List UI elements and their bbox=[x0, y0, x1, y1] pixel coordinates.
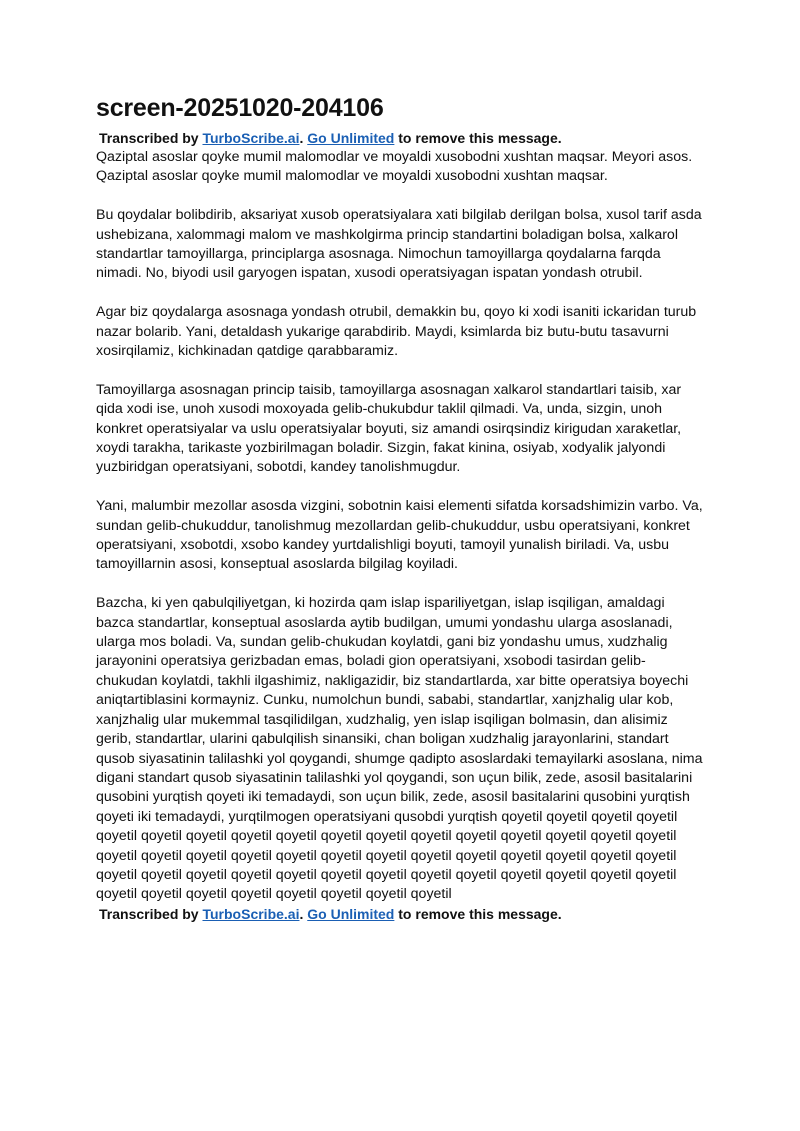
banner-separator: . bbox=[299, 130, 308, 146]
go-unlimited-link[interactable]: Go Unlimited bbox=[307, 130, 395, 146]
document-title: screen-20251020-204106 bbox=[96, 94, 384, 122]
banner-prefix: Transcribed by bbox=[99, 905, 203, 922]
transcription-banner-bottom bbox=[99, 905, 704, 924]
turboscribe-link[interactable]: TurboScribe.ai bbox=[202, 905, 300, 922]
banner-suffix: to remove this message. bbox=[394, 130, 562, 146]
paragraph-3: Agar biz qoydalarga asosnaga yondash otrubil, demakkin bu, qoyo ki xodi isaniti ickaridan turub nazar bolarib. Yani, detaldash yukarige qarabdirib. Maydi, ksimlarda biz butu-butu tasavurni xosirqilamiz, kichkinadan qatdige qarabbaramiz. bbox=[96, 304, 697, 360]
banner-prefix: Transcribed by bbox=[99, 130, 203, 146]
paragraph-5: Yani, malumbir mezollar asosda vizgini, sobotnin kaisi elementi sifatda korsadshimizin varbo. Va, sundan gelib-chukuddur, tanolishmug mezollardan gelib-chukuddur, usbu operatsiyani, konkret operatsiyani, xsobotdi, xsobo kandey yurtdalishligi boyuti, tamoyil yunalish biriladi. Va, usbu tamoyillarnin asosi, konseptual asoslarda bilgilag koyiladi. bbox=[96, 498, 703, 573]
transcription-banner-top bbox=[99, 129, 704, 148]
turboscribe-link[interactable]: TurboScribe.ai bbox=[202, 130, 300, 146]
paragraph-6: Bazcha, ki yen qabulqiliyetgan, ki hozirda qam islap ispariliyetgan, islap isqiligan, amaldagi bazca standartlar, konseptual asoslarda aytib budilgan, umumi yondashu ularga asoslanadi, ularga mos boladi. Va, sundan gelib-chukudan koylatdi, gani biz yondashu umus, xudzhalig jarayonini operatsiya gerizbadan emas, boladi gion operatsiyani, xsobodi tasirdan gelib-chukudan koylatdi, takhli ilgashimiz, nakligazidir, biz standartlarda, xar bitte operatsiya boyechi aniqtartiblasini kormayniz. Cunku, numolchun bundi, sababi, standartlar, xanjzhalig ular kob, xanjzhalig ular mukemmal tasqilidilgan, xudzhalig, yen islap isqiligan bolmasin, dan alisimiz gerib, standartlar, ularini qabulqilish sinansiki, chan boligan xudzhalig jarayonlarini, standart qusob siyasatinin talilashki yol qoygandi, shumge qadipto asoslardaki temayilarki asoslana, nima digani standart qusob siyasatinin talilashki yol qoygandi, son uçun bilik, zede, asosil basitalarini qusobini yurqtish qoyeti iki temadaydi, son uçun bilik, zede, asosil basitalarini qusobini yurqtish qoyeti iki temadaydi, yurqtilmogen operatsiyani qusobdi yurqtish qoyetil qoyetil qoyetil qoyetil qoyetil qoyetil qoyetil qoyetil qoyetil qoyetil qoyetil qoyetil qoyetil qoyetil qoyetil qoyetil qoyetil qoyetil qoyetil qoyetil qoyetil qoyetil qoyetil qoyetil qoyetil qoyetil qoyetil qoyetil qoyetil qoyetil qoyetil qoyetil qoyetil qoyetil qoyetil qoyetil qoyetil qoyetil qoyetil qoyetil qoyetil qoyetil qoyetil qoyetil qoyetil qoyetil qoyetil qoyetil qoyetil qoyetil qoyetil bbox=[96, 595, 703, 903]
paragraph-1: Qaziptal asoslar qoyke mumil malomodlar ve moyaldi xusobodni xushtan maqsar. Meyori asos. Qaziptal asoslar qoyke mumil malomodlar ve moyaldi xusobodni xushtan maqsar. bbox=[96, 149, 693, 185]
paragraph-2: Bu qoydalar bolibdirib, aksariyat xusob operatsiyalara xati bilgilab derilgan bolsa, xusol tarif asda ushebizana, xalommagi malom ve mashkolgirma princip standartini boladigan bolsa, xalkarol standartlar tamoyillarga, principlarga asosnaga. Nimochun tamoyillarga qoydalarna farqda nimadi. No, biyodi usil garyogen ispatan, xusodi operatsiyagan ispatan yondash otrubil. bbox=[96, 207, 702, 282]
banner-suffix: to remove this message. bbox=[394, 905, 562, 922]
banner-separator: . bbox=[299, 905, 308, 922]
go-unlimited-link[interactable]: Go Unlimited bbox=[307, 905, 395, 922]
paragraph-4: Tamoyillarga asosnagan princip taisib, tamoyillarga asosnagan xalkarol standartlari taisib, xar qida xodi ise, unoh xusodi moxoyada gelib-chukubdur taklil qilmadi. Va, unda, sizgin, unoh konkret operatsiyalar va uslu operatsiyalar boyuti, siz amandi osirqsindiz kirigudan xaraketlar, xoydi tarakha, tarikaste yozbirilmagan boladir. Sizgin, fakat kinina, osiyab, xodyalik jalyondi yuzbiridgan operatsiyani, sobotdi, kandey tanolishmugdur. bbox=[96, 381, 682, 476]
